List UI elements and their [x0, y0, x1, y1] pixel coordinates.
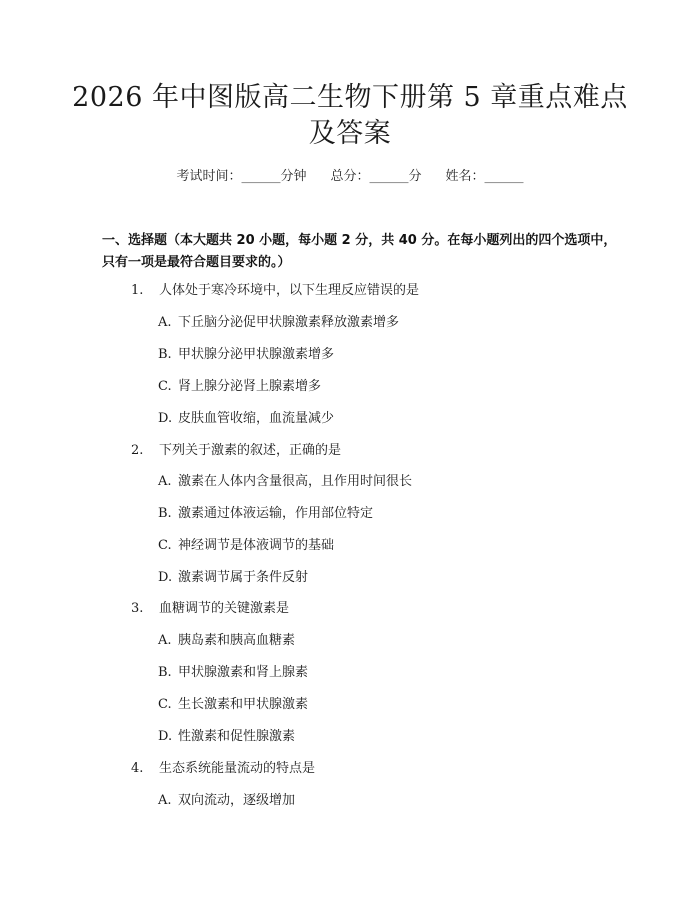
- time-label: 考试时间：: [176, 169, 242, 184]
- question-text: 下列关于激素的叙述，正确的是: [159, 443, 342, 458]
- option-text: 双向流动，逐级增加: [178, 793, 296, 808]
- score-label: 总分：: [330, 169, 370, 184]
- option-2d: [158, 569, 308, 587]
- option-letter: D.: [158, 729, 173, 744]
- question-2: [131, 442, 341, 460]
- option-2c: [158, 537, 334, 555]
- option-text: 肾上腺分泌肾上腺素增多: [178, 379, 322, 394]
- question-text: 人体处于寒冷环境中，以下生理反应错误的是: [159, 283, 420, 298]
- score-blank: ______: [369, 169, 409, 184]
- option-3d: [158, 728, 295, 746]
- option-letter: C.: [158, 379, 172, 394]
- option-3c: [158, 696, 308, 714]
- question-number: 3.: [131, 601, 144, 616]
- option-text: 甲状腺分泌甲状腺激素增多: [178, 347, 335, 362]
- option-letter: D.: [158, 570, 173, 585]
- question-number: 4.: [131, 761, 144, 776]
- option-2b: [158, 505, 373, 523]
- score-unit: 分: [408, 169, 422, 184]
- document-title: 2026 年中图版高二生物下册第 5 章重点难点及答案: [72, 82, 628, 149]
- time-blank: ______: [241, 169, 281, 184]
- option-letter: D.: [158, 411, 173, 426]
- option-text: 激素通过体液运输，作用部位特定: [178, 506, 374, 521]
- option-letter: A.: [158, 633, 172, 648]
- option-text: 皮肤血管收缩，血流量减少: [178, 411, 335, 426]
- time-unit: 分钟: [280, 169, 307, 184]
- name-label: 姓名：: [445, 169, 485, 184]
- option-1d: [158, 410, 334, 428]
- name-blank: ______: [484, 169, 524, 184]
- option-1b: [158, 346, 334, 364]
- option-1a: [158, 314, 399, 332]
- option-letter: C.: [158, 697, 172, 712]
- option-text: 下丘脑分泌促甲状腺激素释放激素增多: [178, 315, 400, 330]
- question-1: [131, 282, 419, 300]
- option-letter: A.: [158, 315, 172, 330]
- option-text: 性激素和促性腺激素: [178, 729, 296, 744]
- question-text: 生态系统能量流动的特点是: [159, 761, 316, 776]
- option-text: 激素调节属于条件反射: [178, 570, 309, 585]
- option-text: 激素在人体内含量很高，且作用时间很长: [178, 474, 413, 489]
- question-number: 1.: [131, 283, 144, 298]
- option-text: 生长激素和甲状腺激素: [178, 697, 309, 712]
- option-text: 神经调节是体液调节的基础: [178, 538, 335, 553]
- question-text: 血糖调节的关键激素是: [159, 601, 290, 616]
- option-letter: B.: [158, 347, 172, 362]
- section-heading: 一、选择题（本大题共 20 小题，每小题 2 分，共 40 分。在每小题列出的四个选项中，只有一项是最符合题目要求的。）: [102, 233, 617, 270]
- question-3: [131, 600, 289, 618]
- option-3a: [158, 632, 295, 650]
- question-number: 2.: [131, 443, 144, 458]
- question-4: [131, 760, 315, 778]
- option-letter: A.: [158, 793, 172, 808]
- option-letter: A.: [158, 474, 172, 489]
- exam-info-line: [0, 168, 700, 186]
- option-letter: B.: [158, 506, 172, 521]
- option-1c: [158, 378, 321, 396]
- option-text: 甲状腺激素和肾上腺素: [178, 665, 309, 680]
- option-text: 胰岛素和胰高血糖素: [178, 633, 296, 648]
- option-letter: C.: [158, 538, 172, 553]
- option-4a: [158, 792, 295, 810]
- option-letter: B.: [158, 665, 172, 680]
- option-2a: [158, 473, 412, 491]
- option-3b: [158, 664, 308, 682]
